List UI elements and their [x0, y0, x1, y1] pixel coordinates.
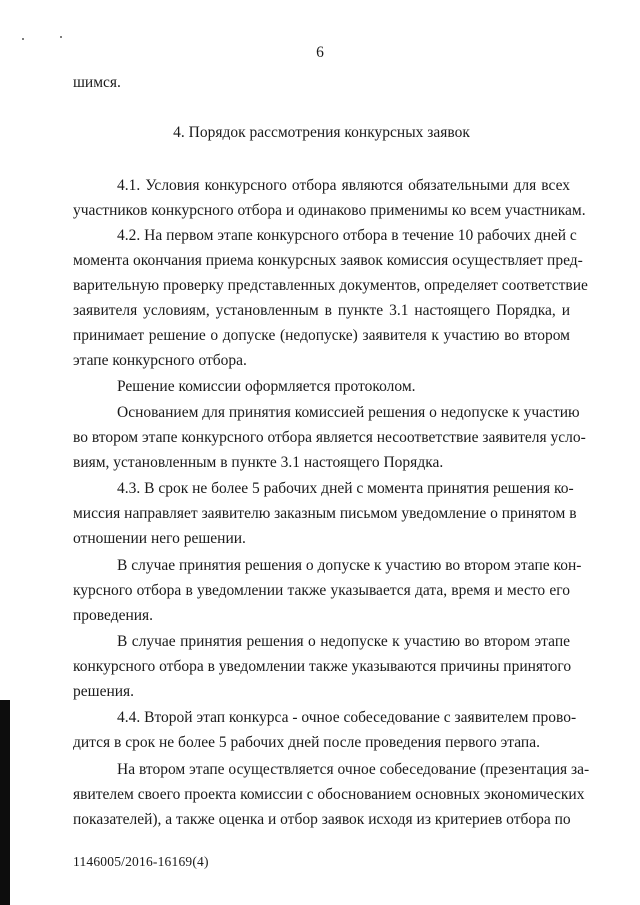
- paragraph-line: отношении него решении.: [73, 530, 246, 547]
- scan-speck: [60, 36, 62, 38]
- paragraph-line: Решение комиссии оформляется протоколом.: [117, 378, 416, 395]
- paragraph-line: этапе конкурсного отбора.: [73, 352, 247, 369]
- paragraph-line: явителем своего проекта комиссии с обоснованием основных экономических: [73, 786, 585, 803]
- paragraph-line: В случае принятия решения о недопуске к участию во втором этапе: [117, 633, 570, 650]
- paragraph-line: конкурсного отбора в уведомлении также указываются причины принятого: [73, 658, 572, 675]
- text-line-continuation: шимся.: [73, 74, 121, 91]
- section-heading: 4. Порядок рассмотрения конкурсных заявок: [173, 124, 470, 141]
- paragraph-line: заявителя условиям, установленным в пункте 3.1 настоящего Порядка, и: [73, 302, 570, 319]
- paragraph-line: принимает решение о допуске (недопуске) заявителя к участию во втором: [73, 327, 570, 344]
- paragraph-line: миссия направляет заявителю заказным письмом уведомление о принятом в: [73, 505, 577, 522]
- document-code: 1146005/2016-16169(4): [73, 854, 209, 869]
- paragraph-line: решения.: [73, 683, 135, 700]
- page-number: 6: [316, 44, 324, 61]
- paragraph-line: виям, установленным в пункте 3.1 настоящего Порядка.: [73, 454, 444, 471]
- paragraph-line: 4.4. Второй этап конкурса - очное собеседование с заявителем прово-: [117, 709, 577, 726]
- scan-edge-shadow: [0, 700, 10, 905]
- paragraph-line: На втором этапе осуществляется очное собеседование (презентация за-: [117, 761, 590, 778]
- paragraph-line: во втором этапе конкурсного отбора является несоответствие заявителя усло-: [73, 429, 586, 446]
- paragraph-line: дится в срок не более 5 рабочих дней после проведения первого этапа.: [73, 734, 540, 751]
- paragraph-line: варительную проверку представленных документов, определяет соответствие: [73, 277, 588, 294]
- paragraph-line: момента окончания приема конкурсных заявок комиссия осуществляет пред-: [73, 252, 583, 269]
- paragraph-line: Основанием для принятия комиссией решения о недопуске к участию: [117, 404, 580, 421]
- paragraph-line: 4.1. Условия конкурсного отбора являются обязательными для всех: [117, 177, 570, 194]
- paragraph-line: проведения.: [73, 607, 154, 624]
- paragraph-line: В случае принятия решения о допуске к участию во втором этапе кон-: [117, 557, 582, 574]
- paragraph-line: показателей), а также оценка и отбор заявок исходя из критериев отбора по: [73, 811, 571, 828]
- paragraph-line: 4.3. В срок не более 5 рабочих дней с момента принятия решения ко-: [117, 480, 574, 497]
- paragraph-line: курсного отбора в уведомлении также указывается дата, время и место его: [73, 582, 570, 599]
- scan-speck: [22, 38, 24, 40]
- paragraph-line: 4.2. На первом этапе конкурсного отбора в течение 10 рабочих дней с: [117, 227, 577, 244]
- paragraph-line: участников конкурсного отбора и одинаково применимы ко всем участникам.: [73, 202, 586, 219]
